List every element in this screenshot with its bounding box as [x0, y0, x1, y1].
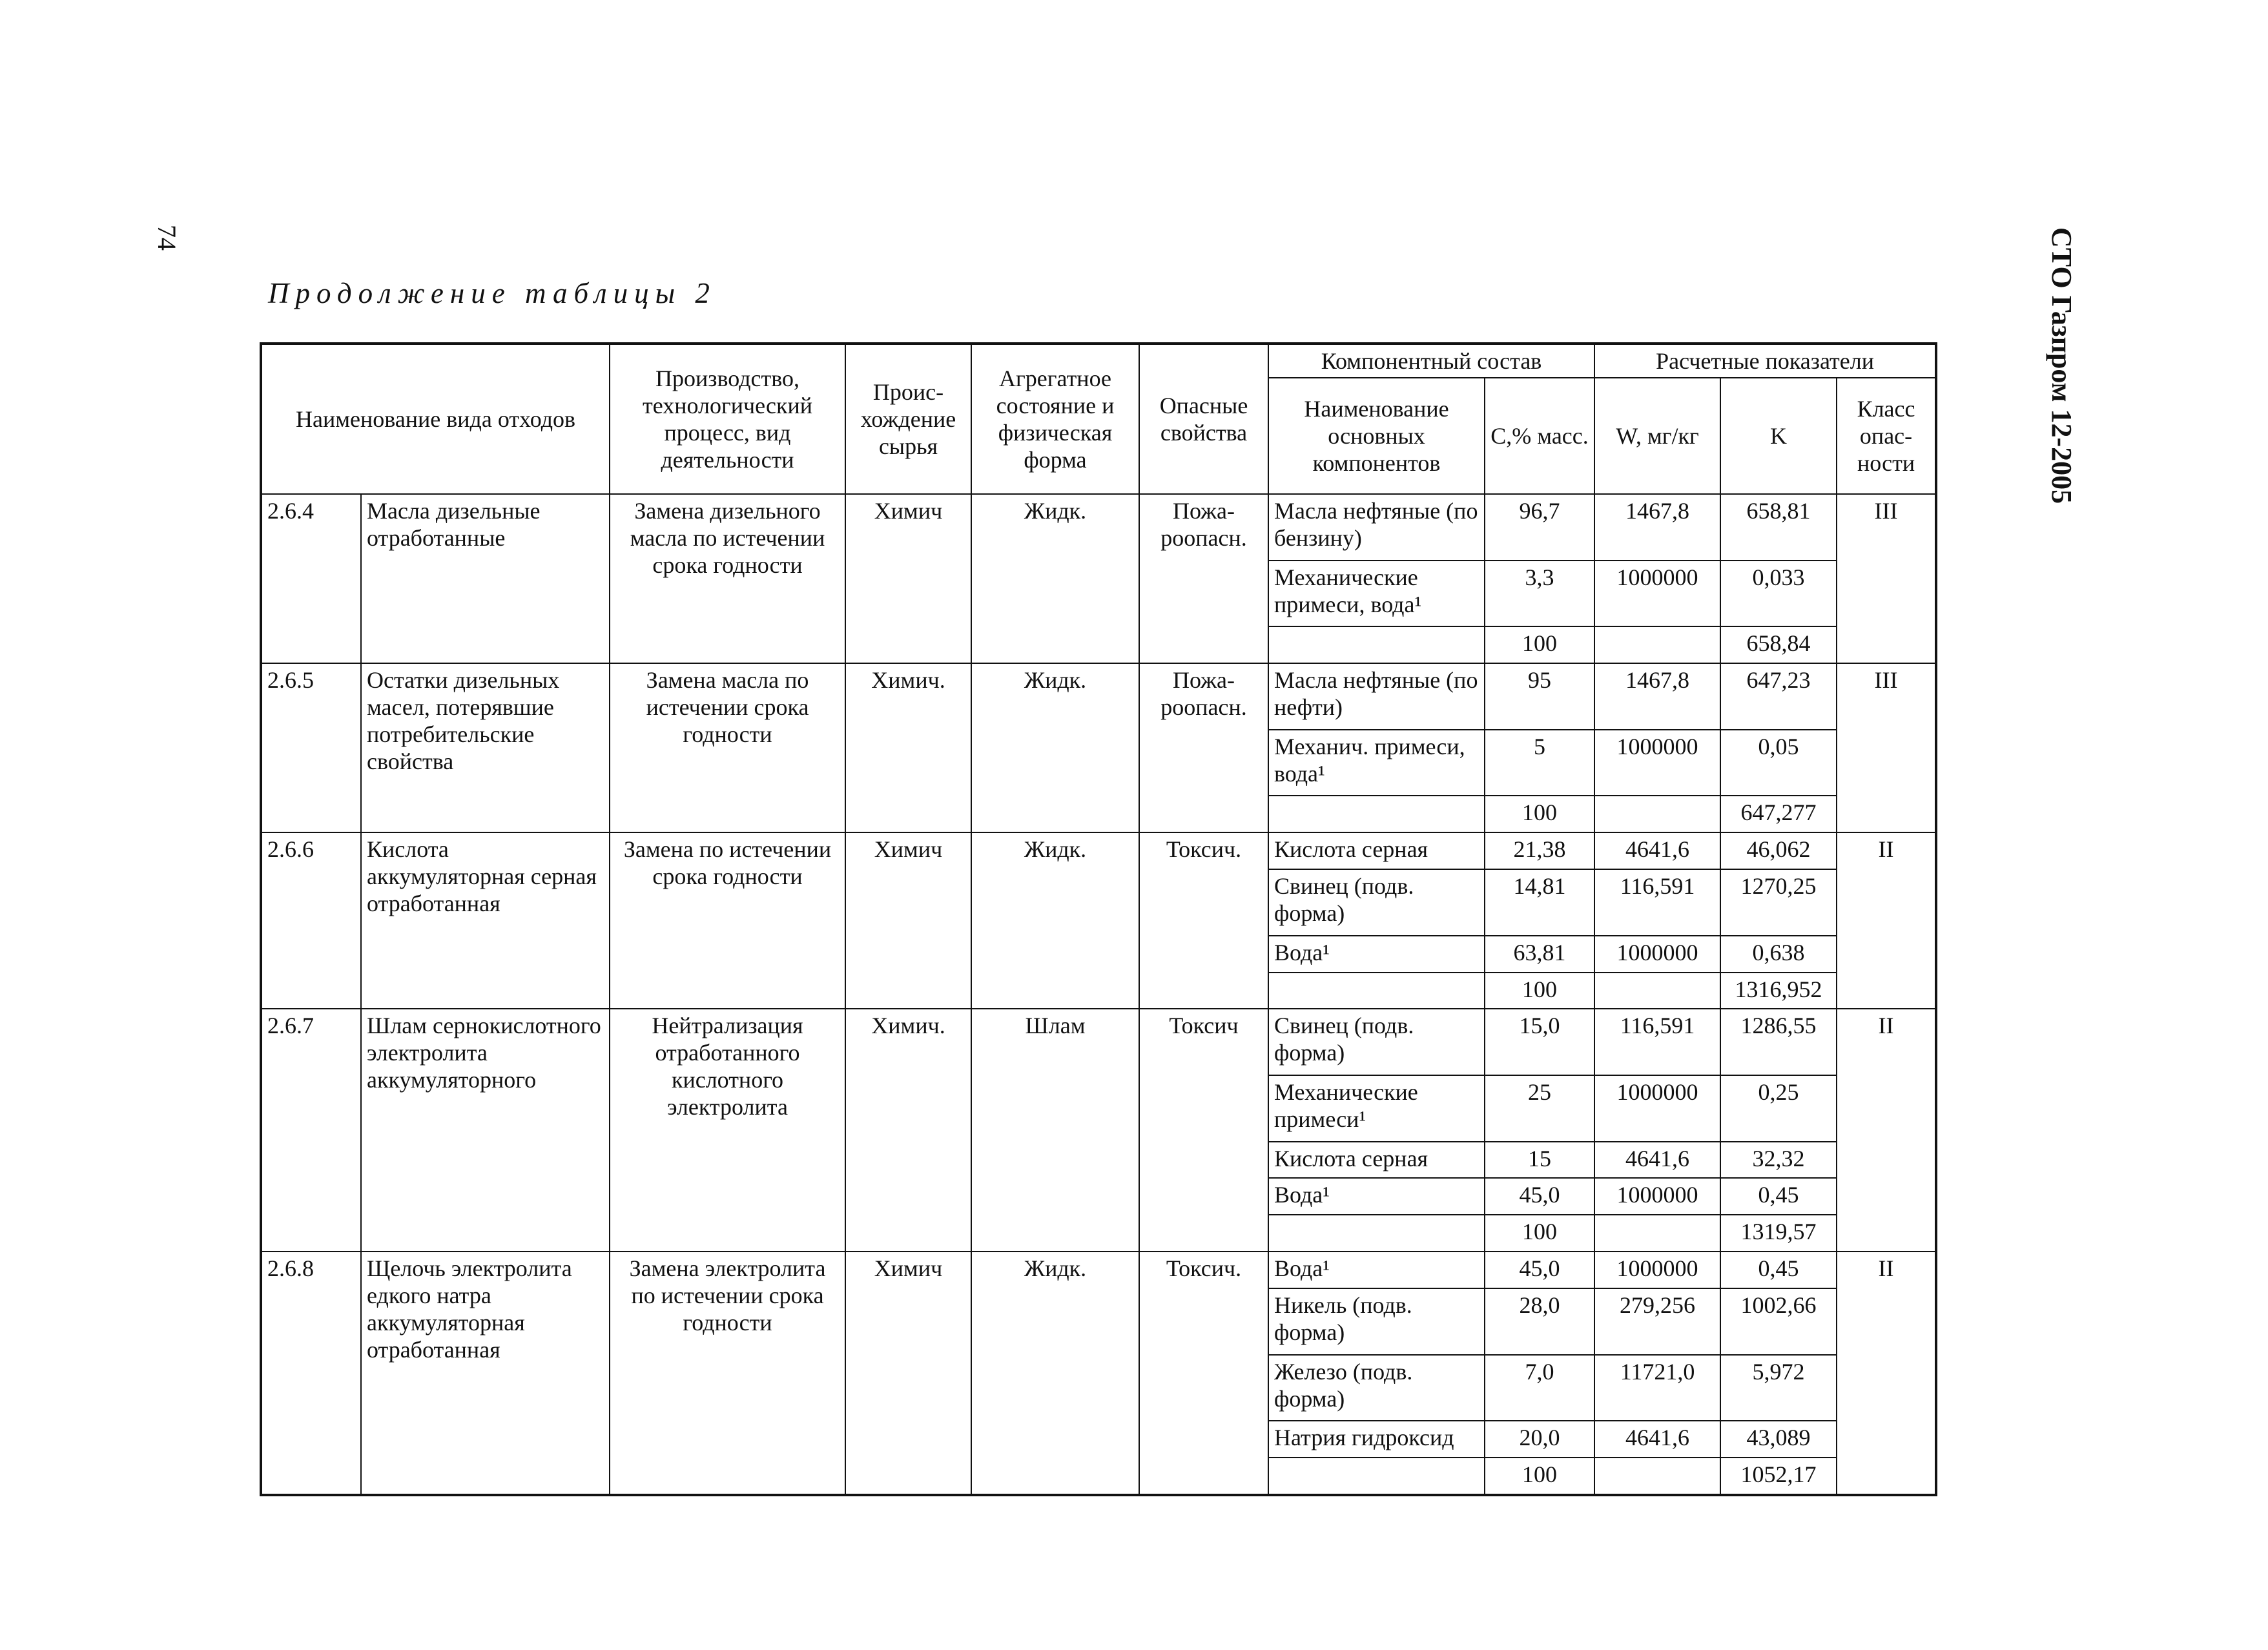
component-name: Механич. примеси, вода¹ [1268, 730, 1485, 796]
component-name [1268, 796, 1485, 832]
component-name: Свинец (подв. форма) [1268, 869, 1485, 936]
component-name: Масла нефтяные (по бензину) [1268, 494, 1485, 561]
component-w: 1000000 [1594, 1178, 1720, 1215]
component-w: 11721,0 [1594, 1355, 1720, 1421]
waste-name: Масла дизельные отработанные [361, 494, 610, 663]
component-c: 45,0 [1485, 1178, 1594, 1215]
component-c: 15 [1485, 1142, 1594, 1179]
waste-name: Шлам сернокислотного электролита аккумуляторного [361, 1009, 610, 1252]
component-c: 45,0 [1485, 1252, 1594, 1288]
table-row [261, 1009, 1936, 1075]
table-row [261, 663, 1936, 730]
component-w: 4641,6 [1594, 832, 1720, 869]
component-c: 100 [1485, 796, 1594, 832]
component-name: Кислота серная [1268, 1142, 1485, 1179]
waste-code: 2.6.6 [261, 832, 361, 1009]
component-name: Кислота серная [1268, 832, 1485, 869]
component-c: 100 [1485, 973, 1594, 1009]
waste-code: 2.6.4 [261, 494, 361, 663]
waste-name: Щелочь электролита едкого натра аккумуляторная отработанная [361, 1252, 610, 1495]
component-name: Вода¹ [1268, 1178, 1485, 1215]
component-c: 100 [1485, 1215, 1594, 1252]
component-k: 1052,17 [1720, 1458, 1837, 1495]
component-c: 95 [1485, 663, 1594, 730]
component-k: 0,25 [1720, 1075, 1837, 1142]
component-w: 1000000 [1594, 936, 1720, 973]
hazard-property: Токсич. [1139, 1252, 1268, 1495]
physical-state: Жидк. [971, 832, 1139, 1009]
table-row [261, 832, 1936, 869]
component-c: 25 [1485, 1075, 1594, 1142]
component-name: Железо (подв. форма) [1268, 1355, 1485, 1421]
hazard-class: II [1837, 832, 1936, 1009]
component-k: 647,23 [1720, 663, 1837, 730]
component-name: Механические примеси¹ [1268, 1075, 1485, 1142]
component-w: 1000000 [1594, 1075, 1720, 1142]
header-production: Производство, технологический процесс, вид деятельности [610, 344, 845, 494]
waste-code: 2.6.7 [261, 1009, 361, 1252]
component-name: Механические примеси, вода¹ [1268, 561, 1485, 627]
component-c: 14,81 [1485, 869, 1594, 936]
component-k: 658,81 [1720, 494, 1837, 561]
raw-origin: Химич. [845, 1009, 971, 1252]
component-c: 96,7 [1485, 494, 1594, 561]
document-code: СТО Газпром 12-2005 [2046, 227, 2077, 504]
header-c-mass: С,% масс. [1485, 378, 1594, 494]
component-name: Натрия гидроксид [1268, 1421, 1485, 1458]
raw-origin: Химич [845, 832, 971, 1009]
component-k: 1316,952 [1720, 973, 1837, 1009]
table-header [261, 344, 1936, 494]
header-state: Агрегатное состояние и физическая форма [971, 344, 1139, 494]
hazard-property: Токсич [1139, 1009, 1268, 1252]
production-process: Замена электролита по истечении срока годности [610, 1252, 845, 1495]
component-c: 3,3 [1485, 561, 1594, 627]
component-w [1594, 626, 1720, 663]
component-c: 7,0 [1485, 1355, 1594, 1421]
component-w: 1000000 [1594, 1252, 1720, 1288]
production-process: Замена по истечении срока годности [610, 832, 845, 1009]
hazard-class: III [1837, 663, 1936, 832]
component-k: 1270,25 [1720, 869, 1837, 936]
component-w: 1467,8 [1594, 663, 1720, 730]
header-origin: Проис-хождение сырья [845, 344, 971, 494]
hazard-property: Пожа-роопасн. [1139, 663, 1268, 832]
hazard-property: Токсич. [1139, 832, 1268, 1009]
component-w: 1000000 [1594, 730, 1720, 796]
component-name: Вода¹ [1268, 1252, 1485, 1288]
component-w [1594, 1458, 1720, 1495]
component-name [1268, 973, 1485, 1009]
component-k: 1286,55 [1720, 1009, 1837, 1075]
hazard-class: II [1837, 1252, 1936, 1495]
component-w: 279,256 [1594, 1288, 1720, 1355]
table-row [261, 1252, 1936, 1288]
component-w [1594, 796, 1720, 832]
component-w [1594, 1215, 1720, 1252]
header-calc-group: Расчетные показатели [1594, 344, 1936, 378]
waste-code: 2.6.8 [261, 1252, 361, 1495]
component-c: 15,0 [1485, 1009, 1594, 1075]
component-k: 0,45 [1720, 1252, 1837, 1288]
component-name [1268, 1458, 1485, 1495]
waste-name: Остатки дизельных масел, потерявшие потребительские свойства [361, 663, 610, 832]
component-c: 100 [1485, 626, 1594, 663]
component-c: 100 [1485, 1458, 1594, 1495]
component-k: 0,05 [1720, 730, 1837, 796]
table-row [261, 494, 1936, 561]
header-hazard: Опасные свойства [1139, 344, 1268, 494]
component-k: 0,638 [1720, 936, 1837, 973]
component-name: Свинец (подв. форма) [1268, 1009, 1485, 1075]
header-component-group: Компонентный состав [1268, 344, 1594, 378]
component-k: 0,033 [1720, 561, 1837, 627]
component-w: 116,591 [1594, 869, 1720, 936]
table-body [261, 494, 1936, 1495]
component-w: 4641,6 [1594, 1421, 1720, 1458]
component-k: 658,84 [1720, 626, 1837, 663]
raw-origin: Химич. [845, 663, 971, 832]
component-k: 647,277 [1720, 796, 1837, 832]
component-name: Вода¹ [1268, 936, 1485, 973]
raw-origin: Химич [845, 494, 971, 663]
header-name: Наименование вида отходов [261, 344, 610, 494]
component-c: 20,0 [1485, 1421, 1594, 1458]
page-number: 74 [152, 225, 181, 251]
component-w: 4641,6 [1594, 1142, 1720, 1179]
component-w: 116,591 [1594, 1009, 1720, 1075]
component-name: Никель (подв. форма) [1268, 1288, 1485, 1355]
component-c: 28,0 [1485, 1288, 1594, 1355]
component-k: 43,089 [1720, 1421, 1837, 1458]
component-k: 32,32 [1720, 1142, 1837, 1179]
physical-state: Шлам [971, 1009, 1139, 1252]
waste-name: Кислота аккумуляторная серная отработанная [361, 832, 610, 1009]
component-name [1268, 1215, 1485, 1252]
header-class: Класс опас-ности [1837, 378, 1936, 494]
component-k: 1319,57 [1720, 1215, 1837, 1252]
waste-code: 2.6.5 [261, 663, 361, 832]
hazard-property: Пожа-роопасн. [1139, 494, 1268, 663]
component-w: 1000000 [1594, 561, 1720, 627]
physical-state: Жидк. [971, 1252, 1139, 1495]
physical-state: Жидк. [971, 663, 1139, 832]
component-c: 63,81 [1485, 936, 1594, 973]
component-c: 5 [1485, 730, 1594, 796]
header-component-name: Наименование основных компонентов [1268, 378, 1485, 494]
component-c: 21,38 [1485, 832, 1594, 869]
physical-state: Жидк. [971, 494, 1139, 663]
component-name [1268, 626, 1485, 663]
component-name: Масла нефтяные (по нефти) [1268, 663, 1485, 730]
component-k: 0,45 [1720, 1178, 1837, 1215]
component-w [1594, 973, 1720, 1009]
component-k: 5,972 [1720, 1355, 1837, 1421]
hazard-class: II [1837, 1009, 1936, 1252]
header-w: W, мг/кг [1594, 378, 1720, 494]
production-process: Замена масла по истечении срока годности [610, 663, 845, 832]
component-k: 46,062 [1720, 832, 1837, 869]
header-k: K [1720, 378, 1837, 494]
component-w: 1467,8 [1594, 494, 1720, 561]
waste-table [260, 342, 1937, 1496]
production-process: Нейтрализация отработанного кислотного электролита [610, 1009, 845, 1252]
raw-origin: Химич [845, 1252, 971, 1495]
production-process: Замена дизельного масла по истечении срока годности [610, 494, 845, 663]
table-continuation-title: Продолжение таблицы 2 [268, 277, 716, 309]
hazard-class: III [1837, 494, 1936, 663]
component-k: 1002,66 [1720, 1288, 1837, 1355]
